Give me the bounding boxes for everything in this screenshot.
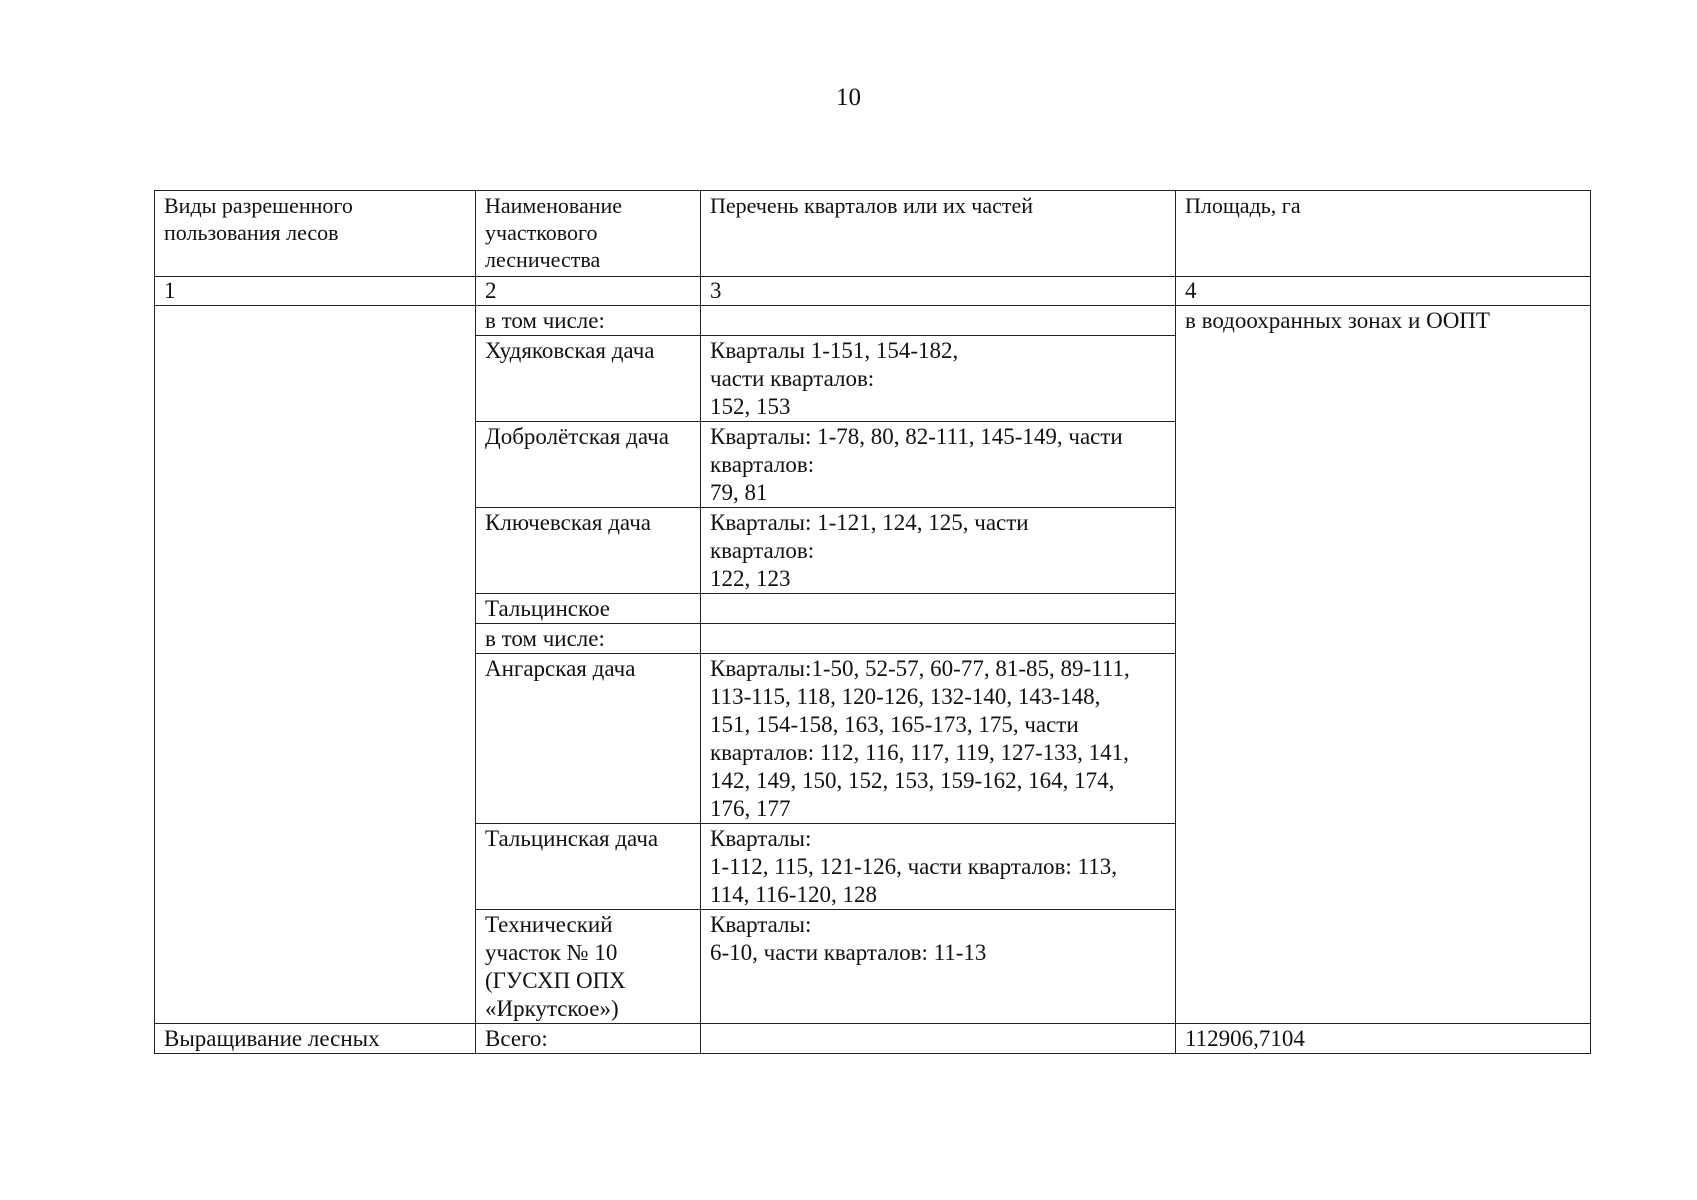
quarters-line: 113-115, 118, 120-126, 132-140, 143-148, <box>710 684 1101 709</box>
forestry-name-cell: Худяковская дача <box>476 336 701 422</box>
total-label-cell: Всего: <box>476 1024 701 1054</box>
quarters-line: Кварталы: 1-121, 124, 125, части <box>710 510 1029 535</box>
quarters-cell <box>701 654 1176 824</box>
quarters-cell <box>701 624 1176 654</box>
use-type-cell-empty <box>155 306 476 1024</box>
quarters-line: кварталов: <box>710 538 815 563</box>
table-header-row <box>155 191 1591 277</box>
quarters-cell <box>701 594 1176 624</box>
forestry-name-cell: Тальцинская дача <box>476 824 701 910</box>
header-use-type: Виды разрешенного пользования лесов <box>155 191 476 277</box>
quarters-line: 6-10, части кварталов: 11-13 <box>710 940 987 965</box>
forestry-name-cell: Добролётская дача <box>476 422 701 508</box>
quarters-line: 1-112, 115, 121-126, части кварталов: 113, <box>710 854 1117 879</box>
forestry-name-cell: Ангарская дача <box>476 654 701 824</box>
forestry-name-cell: в том числе: <box>476 306 701 336</box>
header-quarters-list: Перечень кварталов или их частей <box>701 191 1176 277</box>
quarters-line: части кварталов: <box>710 366 875 391</box>
quarters-line: 114, 116-120, 128 <box>710 882 877 907</box>
header-forestry-name: Наименование участкового лесничества <box>476 191 701 277</box>
page-number: 10 <box>836 84 861 111</box>
total-area-cell: 112906,7104 <box>1176 1024 1591 1054</box>
column-number-row <box>155 277 1591 306</box>
quarters-line: 176, 177 <box>710 796 791 821</box>
quarters-line: Кварталы: 1-78, 80, 82-111, 145-149, части <box>710 424 1123 449</box>
forestry-name-cell: Тальцинское <box>476 594 701 624</box>
quarters-cell <box>701 508 1176 594</box>
column-number: 3 <box>701 277 1176 306</box>
area-note-cell: в водоохранных зонах и ООПТ <box>1176 306 1591 1024</box>
quarters-cell <box>701 306 1176 336</box>
quarters-cell <box>701 1024 1176 1054</box>
quarters-cell <box>701 336 1176 422</box>
quarters-line: Кварталы:1-50, 52-57, 60-77, 81-85, 89-111, <box>710 656 1130 681</box>
column-number: 1 <box>155 277 476 306</box>
forestry-name-cell: Ключевская дача <box>476 508 701 594</box>
forestry-name-cell: в том числе: <box>476 624 701 654</box>
use-type-cell: Выращивание лесных <box>155 1024 476 1054</box>
quarters-line: кварталов: 112, 116, 117, 119, 127-133, 141, <box>710 740 1129 765</box>
quarters-line: 122, 123 <box>710 566 791 591</box>
header-area: Площадь, га <box>1176 191 1591 277</box>
quarters-line: Кварталы 1-151, 154-182, <box>710 338 959 363</box>
forest-use-table <box>154 190 1591 1054</box>
forestry-name-cell: Технический участок № 10 (ГУСХП ОПХ «Иркутское») <box>476 910 701 1024</box>
table-total-row <box>155 1024 1591 1054</box>
quarters-line: Кварталы: <box>710 912 812 937</box>
quarters-line: 152, 153 <box>710 394 791 419</box>
column-number: 4 <box>1176 277 1591 306</box>
quarters-cell <box>701 422 1176 508</box>
quarters-cell <box>701 910 1176 1024</box>
quarters-line: 79, 81 <box>710 480 768 505</box>
table-row <box>155 306 1591 336</box>
quarters-line: кварталов: <box>710 452 815 477</box>
quarters-line: Кварталы: <box>710 826 812 851</box>
quarters-line: 151, 154-158, 163, 165-173, 175, части <box>710 712 1079 737</box>
quarters-cell <box>701 824 1176 910</box>
column-number: 2 <box>476 277 701 306</box>
quarters-line: 142, 149, 150, 152, 153, 159-162, 164, 174, <box>710 768 1115 793</box>
